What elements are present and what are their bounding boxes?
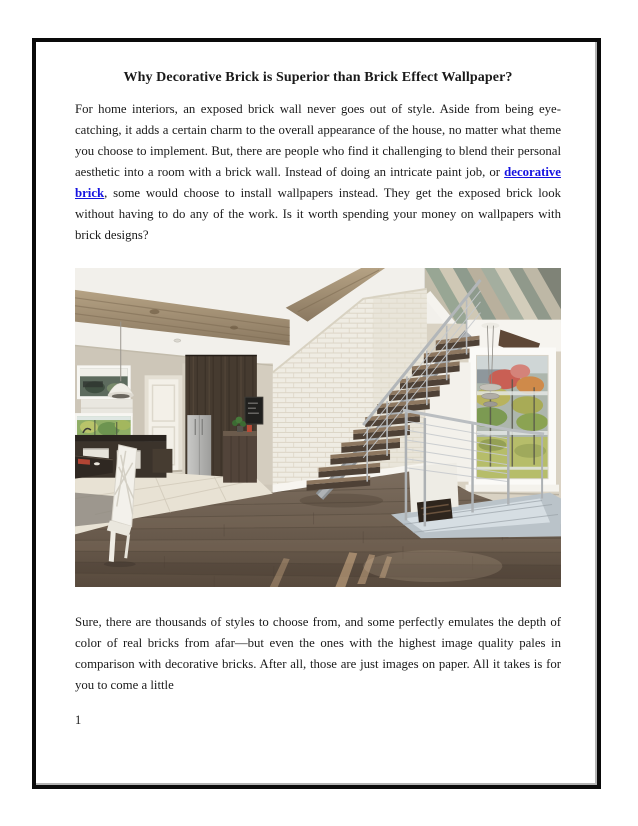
fridge [187,415,211,477]
decorative-brick-link[interactable]: decorative brick [75,165,561,200]
stool [153,449,173,473]
intro-text-before-link: For home interiors, an exposed brick wall never goes out of style. Aside from being eye-catching, it adds a certain charm to the overall appearance of the house, no matter what theme you choose to implement. But, there are people who find it challenging to blend their personal aesthetic into a room with a brick wall. Instead of doing an intricate paint job, or [75,102,561,179]
page [32,38,601,789]
page-number: 1 [75,713,82,727]
intro-paragraph [75,99,561,246]
closing-paragraph: Sure, there are thousands of styles to choose from, and some perfectly emulates the depth of color of real bricks from afar—but even the ones with the highest image quality pales in comparison with decorative bricks. After all, those are just images on paper. All it takes is for you to come a little [75,615,561,692]
interior-photo [75,268,561,587]
autumn-window [466,348,559,495]
interior-photo-svg [75,268,561,587]
chalkboard [245,397,263,424]
intro-text-after-link: , some would choose to install wallpapers instead. They get the exposed brick look without having to do any of the work. Is it worth spending your money on wallpapers with brick designs? [75,186,561,242]
page-title: Why Decorative Brick is Superior than Brick Effect Wallpaper? [123,70,513,85]
